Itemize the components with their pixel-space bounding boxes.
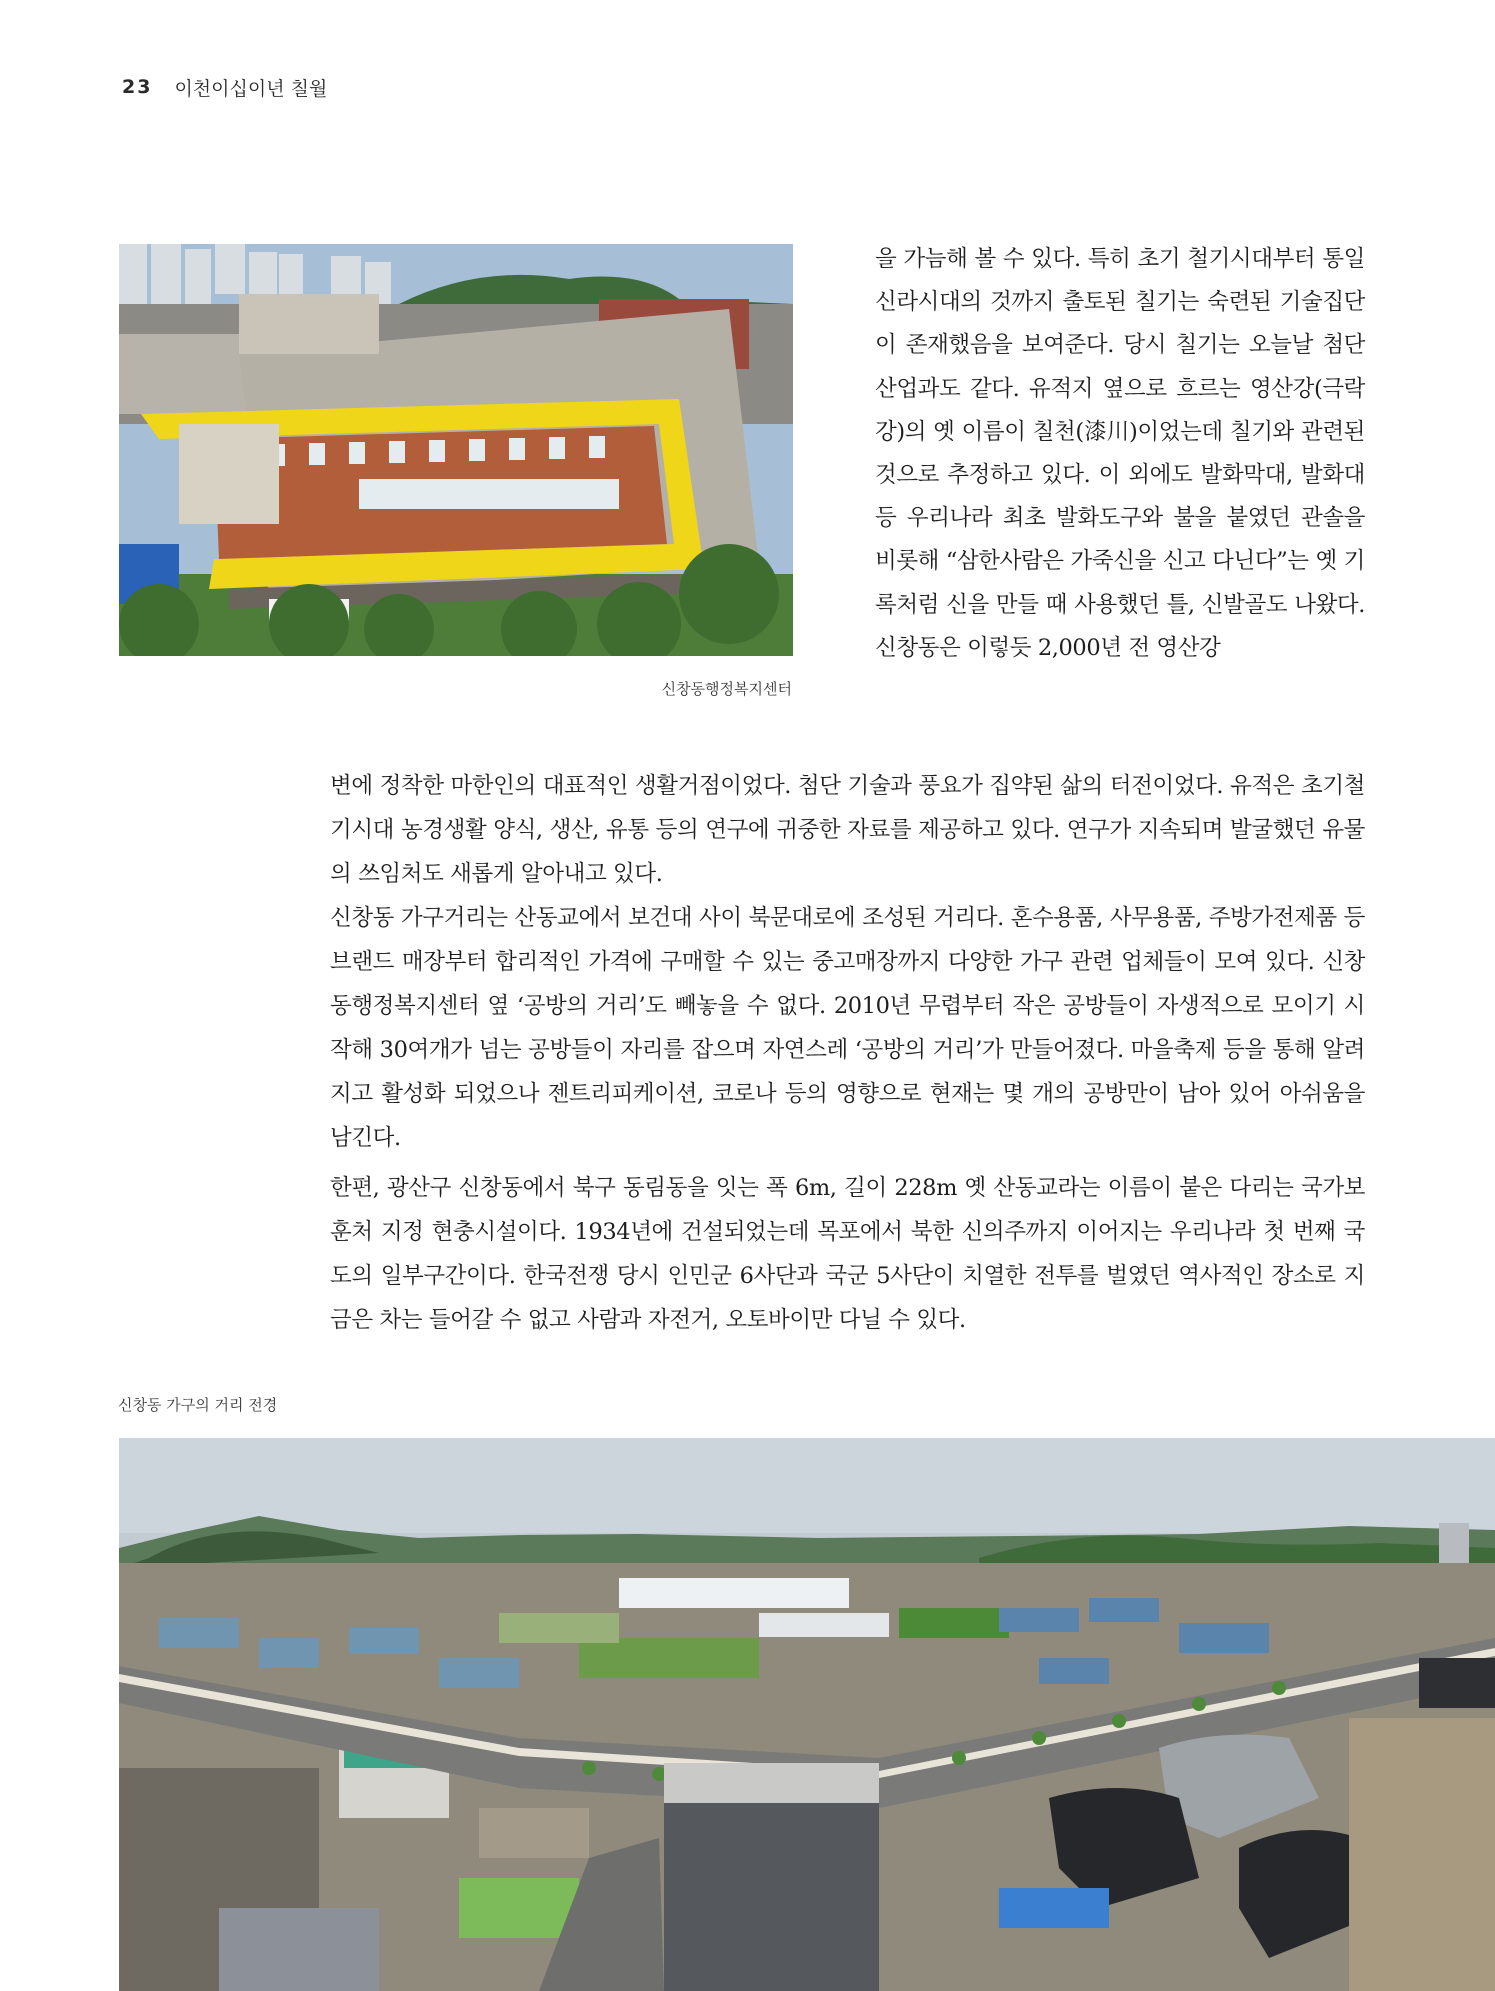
street-photo-caption: 신창동 가구의 거리 전경 — [118, 1396, 278, 1414]
article-paragraph: 신창동 가구거리는 산동교에서 보건대 사이 북문대로에 조성된 거리다. 혼수용품, 사무용품, 주방가전제품 등 브랜드 매장부터 합리적인 가격에 구매할 수 있는 중고매장까지 다양한 가구 관련 업체들이 모여 있다. 신창동행정복지센터 옆 ‘공방의 거리’도 빼놓을 수 없다. 2010년 무렵부터 작은 공방들이 자생적으로 모이기 시작해 30여개가 넘는 공방들이 자리를 잡으며 자연스레 ‘공방의 거리’가 만들어졌다. 마을축제 등을 통해 알려지고 활성화 되었으나 젠트리피케이션, 코로나 등의 영향으로 현재는 몇 개의 공방만이 남아 있어 아쉬움을 남긴다. — [330, 905, 1365, 1151]
article-paragraph: 변에 정착한 마한인의 대표적인 생활거점이었다. 첨단 기술과 풍요가 집약된 삶의 터전이었다. 유적은 초기철기시대 농경생활 양식, 생산, 유통 등의 연구에 귀중한 자료를 제공하고 있다. 연구가 지속되며 발굴했던 유물의 쓰임처도 새롭게 알아내고 있다. — [330, 773, 1365, 887]
community-center-photo — [119, 244, 793, 656]
page-header — [122, 72, 327, 102]
community-center-caption: 신창동행정복지센터 — [661, 680, 792, 698]
publication-title: 이천이십이년 칠월 — [174, 77, 328, 100]
article-paragraph: 한편, 광산구 신창동에서 북구 동림동을 잇는 폭 6m, 길이 228m 옛 산동교라는 이름이 붙은 다리는 국가보훈처 지정 현충시설이다. 1934년에 건설되었는데 목포에서 북한 신의주까지 이어지는 우리나라 첫 번째 국도의 일부구간이다. 한국전쟁 당시 인민군 6사단과 국군 5사단이 치열한 전투를 벌였던 역사적인 장소로 지금은 차는 들어갈 수 없고 사람과 자전거, 오토바이만 다닐 수 있다. — [330, 1175, 1365, 1333]
article-column-text: 을 가늠해 볼 수 있다. 특히 초기 철기시대부터 통일신라시대의 것까지 출토된 칠기는 숙련된 기술집단이 존재했음을 보여준다. 당시 칠기는 오늘날 첨단산업과도 같다. 유적지 옆으로 흐르는 영산강(극락강)의 옛 이름이 칠천(漆川)이었는데 칠기와 관련된 것으로 추정하고 있다. 이 외에도 발화막대, 발화대 등 우리나라 최초 발화도구와 불을 붙였던 관솔을 비롯해 “삼한사람은 가죽신을 신고 다닌다”는 옛 기록처럼 신을 만들 때 사용했던 틀, 신발골도 나왔다. 신창동은 이렇듯 2,000년 전 영산강 — [875, 246, 1365, 661]
page-number: 23 — [122, 76, 153, 98]
furniture-street-photo — [119, 1438, 1495, 1991]
